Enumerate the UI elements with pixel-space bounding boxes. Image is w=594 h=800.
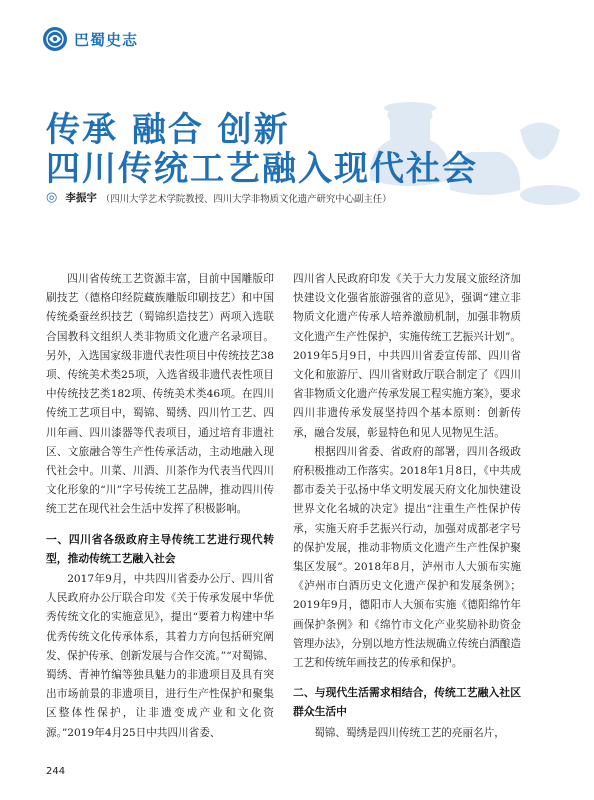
ornament-logo-icon: [42, 26, 68, 52]
local-implementation-paragraph: 根据四川省委、省政府的部署，四川各级政府积极推动工作落实。2018年1月8日，《中共成都市委关于弘扬中华文明发展天府文化加快建设世界文化名城的决定》提出“注重生产性保护传承，实施天府手艺振兴行动，加强对成都老字号的保护发展，推动非物质文化遗产生产性保护聚集区发展”。2018年8月，泸州市人大颁布实施《泸州市白酒历史文化遗产保护和发展条例》；2019年9月，德阳市人大颁布实施《德阳绵竹年画保护条例》和《绵竹市文化产业奖励补助资金管理办法》，分别以地方性法规确立传统白酒酿造工艺和传统年画技艺的传承和保护。: [293, 445, 521, 670]
section-1-paragraph: 2017年9月，中共四川省委办公厅、四川省人民政府办公厅联合印发《关于传承发展中华优秀传统文化的实施意见》，提出“要着力构建中华优秀传统文化传承体系，其着力方向包括研究阐发、保护传承、创新发展与合作交流。”“对蜀锦、蜀绣、青神竹编等独具魅力的非遗项目及具有突出市场前景的非遗项目，进行生产性保护和聚集区整体性保护，让非遗变成产业和文化资源。”2019年4月25日中共四川省委、: [46, 573, 274, 739]
section-heading-2: 二、与现代生活需求相结合，传统工艺融入社区群众生活中: [293, 686, 521, 719]
section-2-paragraph: 蜀锦、蜀绣是四川传统工艺的亮丽名片，: [314, 726, 505, 739]
author-affiliation: （四川大学艺术学院教授、四川大学非物质文化遗产研究中心副主任）: [100, 193, 392, 205]
byline-bullet-icon: ◎: [46, 190, 58, 205]
article-title-line-1: 传承 融合 创新: [46, 110, 290, 150]
article-title-line-2: 四川传统工艺融入现代社会: [46, 149, 478, 189]
left-text-column: [46, 270, 274, 743]
section-heading-1: 一、四川省各级政府主导传统工艺进行现代转型，推动传统工艺融入社会: [46, 532, 274, 565]
author-byline: [46, 190, 391, 205]
journal-logo: [42, 26, 138, 52]
journal-name: 巴蜀史志: [74, 30, 139, 49]
page-number: 244: [46, 766, 66, 777]
policy-paragraph: 四川省人民政府印发《关于大力发展文旅经济加快建设文化强省旅游强省的意见》，强调“建立非物质文化遗产传承人培养激励机制，加强非物质文化遗产生产性保护，实施传统工艺振兴计划”。2019年5月9日，中共四川省委宣传部、四川省文化和旅游厅、四川省财政厅联合制定了《四川省非物质文化遗产传承发展工程实施方案》，要求四川非遗传承发展坚持四个基本原则：创新传承，融合发展，彰显特色和见人见物见生活。: [293, 273, 521, 439]
author-name: 李振宇: [65, 192, 97, 204]
intro-paragraph: 四川省传统工艺资源丰富，目前中国雕版印刷技艺（德格印经院藏族雕版印刷技艺）和中国传统桑蚕丝织技艺（蜀锦织造技艺）两项入选联合国教科文组织人类非物质文化遗产名录项目。另外，入选国家级非遗代表性项目中传统技艺38项、传统美术类25项，入选省级非遗代表性项目中传统技艺类182项、传统美术类46项。在四川传统工艺项目中，蜀锦、蜀绣、四川竹工艺、四川年画、四川漆器等代表项目，通过培育非遗社区、文旅融合等生产性传承活动，主动地融入现代社会中。川菜、川酒、川茶作为代表当代四川文化形象的“川”字号传统工艺品牌，推动四川传统工艺在现代社会生活中发挥了积极影响。: [46, 273, 274, 516]
right-text-column: [293, 270, 521, 743]
